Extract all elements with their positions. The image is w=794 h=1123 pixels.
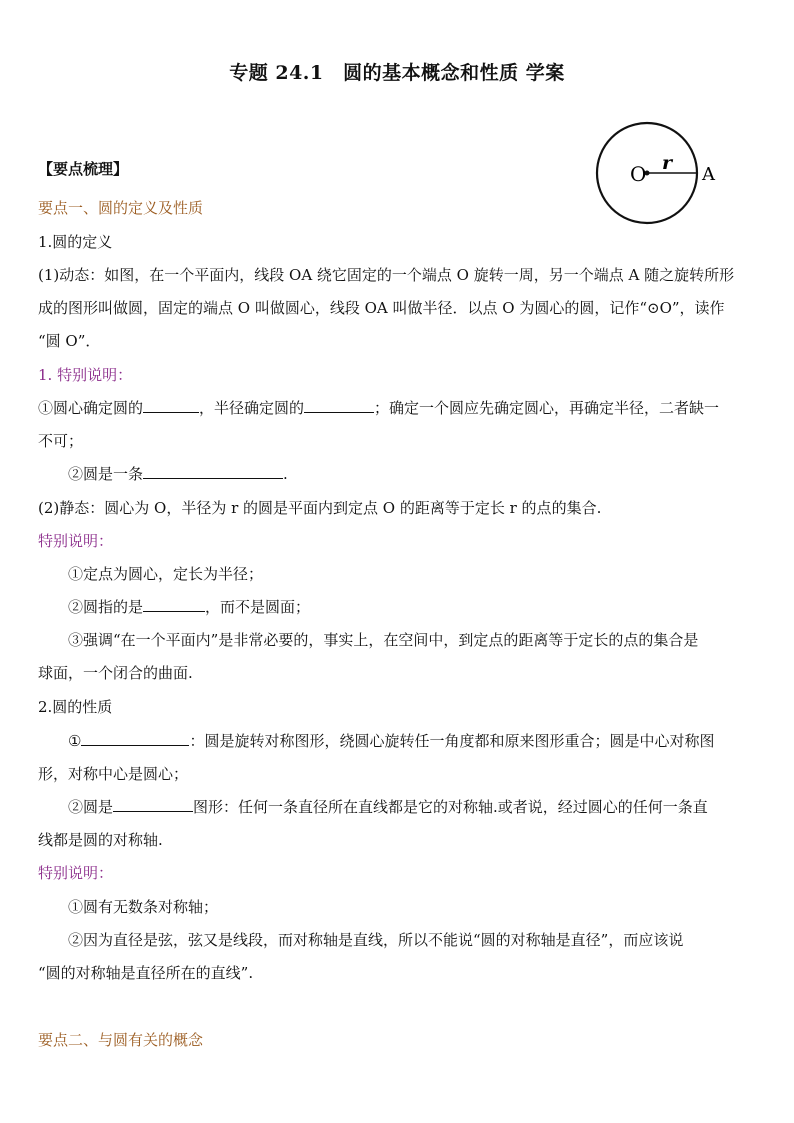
note1-a-text-1: ①圆心确定圆的 [38, 399, 144, 417]
prop-a-text-2: ：圆是旋转对称图形，绕圆心旋转任一角度都和原来图形重合；圆是中心对称图 [189, 732, 715, 750]
note3-a: ①圆有无数条对称轴； [68, 898, 219, 916]
note1-b-line [68, 463, 288, 484]
prop-a-text-1: ① [68, 732, 82, 750]
note2-c-line-1: ③强调“在一个平面内”是非常必要的，事实上，在空间中，到定点的距离等于定长的点的集合是 [68, 631, 699, 649]
prop-b-text-1: ②圆是 [68, 798, 114, 816]
blank-3[interactable] [143, 464, 283, 479]
note3-b-line-2: “圆的对称轴是直径所在的直线”. [38, 964, 254, 982]
note1-a-text-2: ，半径确定圆的 [199, 399, 305, 417]
note2-c-line-2: 球面，一个闭合的曲面. [38, 664, 193, 682]
prop-b-text-2: 图形：任何一条直径所在直线都是它的对称轴.或者说，经过圆心的任何一条直 [193, 798, 708, 816]
note2-b-text-1: ②圆指的是 [68, 598, 144, 616]
note1-a-line [38, 397, 719, 418]
note2-b-text-2: ，而不是圆面； [205, 598, 311, 616]
point1-header: 要点一、圆的定义及性质 [38, 199, 204, 217]
prop-heading: 2.圆的性质 [38, 698, 113, 716]
static-line: (2)静态：圆心为 O，半径为 r 的圆是平面内到定点 O 的距离等于定长 r 的点的集合. [38, 499, 602, 517]
note1-b-text-1: ②圆是一条 [68, 465, 144, 483]
summary-header: 【要点梳理】 [38, 160, 129, 178]
note2-label: 特别说明： [38, 532, 114, 550]
blank-6[interactable] [113, 797, 193, 812]
dynamic-line-1: (1)动态：如图，在一个平面内，线段 OA 绕它固定的一个端点 O 旋转一周，另一个端点 A 随之旋转所形 [38, 266, 735, 284]
circle-figure [592, 120, 722, 230]
blank-5[interactable] [81, 731, 189, 746]
point-label: A [702, 164, 715, 185]
dynamic-line-3: “圆 O”． [38, 332, 101, 350]
blank-4[interactable] [143, 597, 205, 612]
note3-b-line-1: ②因为直径是弦，弦又是线段，而对称轴是直线，所以不能说“圆的对称轴是直径”，而应该说 [68, 931, 684, 949]
prop-a-line [68, 730, 714, 751]
prop-a-line-2: 形，对称中心是圆心； [38, 765, 189, 783]
dynamic-line-2: 成的图形叫做圆，固定的端点 O 叫做圆心，线段 OA 叫做半径．以点 O 为圆心的圆，记作“⊙O”，读作 [38, 299, 725, 317]
note1-a-line-2: 不可； [38, 432, 84, 450]
blank-2[interactable] [304, 398, 374, 413]
point2-header: 要点二、与圆有关的概念 [38, 1031, 204, 1049]
page-title: 专题 24.1 圆的基本概念和性质 学案 [229, 62, 565, 84]
center-label: O [630, 162, 647, 186]
prop-b-line [68, 796, 708, 817]
def-heading: 1.圆的定义 [38, 233, 113, 251]
note3-label: 特别说明： [38, 864, 114, 882]
note1-label: 1. 特别说明： [38, 366, 133, 384]
note2-b-line [68, 596, 310, 617]
radius-label: r [662, 152, 673, 174]
note2-a: ①定点为圆心，定长为半径； [68, 565, 264, 583]
note1-a-text-3: ；确定一个圆应先确定圆心，再确定半径，二者缺一 [374, 399, 720, 417]
blank-1[interactable] [143, 398, 199, 413]
note1-b-text-2: . [283, 465, 288, 483]
prop-b-line-2: 线都是圆的对称轴. [38, 831, 163, 849]
